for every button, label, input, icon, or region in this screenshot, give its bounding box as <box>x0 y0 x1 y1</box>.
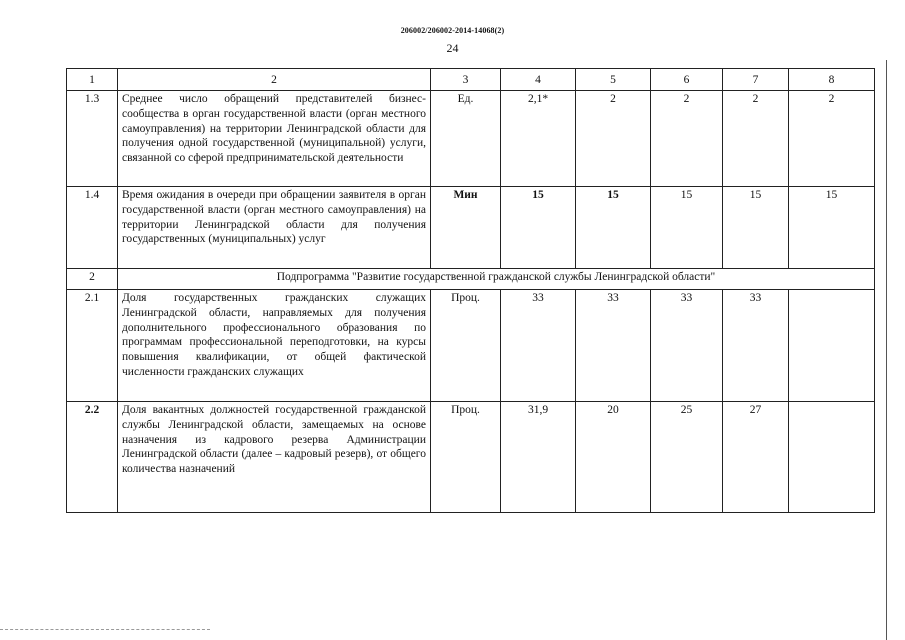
row-unit: Проц. <box>431 290 501 402</box>
column-number: 4 <box>501 69 576 91</box>
row-value: 15 <box>501 187 576 269</box>
row-value: 15 <box>576 187 651 269</box>
row-value: 15 <box>651 187 723 269</box>
row-value: 20 <box>576 402 651 513</box>
indicators-table <box>66 68 875 513</box>
scan-edge-line <box>886 60 887 640</box>
row-description: Доля вакантных должностей государственной гражданской службы Ленинградской области, замещаемых на основе назначения из кадрового резерва Администрации Ленинградской области (далее – кадровый резерв), от общего количества назначений <box>118 402 431 513</box>
row-value <box>789 402 875 513</box>
row-value: 25 <box>651 402 723 513</box>
page-number: 24 <box>446 41 459 55</box>
row-value: 2 <box>789 91 875 187</box>
row-unit: Ед. <box>431 91 501 187</box>
table-row <box>67 187 875 269</box>
row-value: 15 <box>789 187 875 269</box>
column-number: 7 <box>723 69 789 91</box>
column-number: 6 <box>651 69 723 91</box>
subprogram-row <box>67 269 875 290</box>
column-number: 8 <box>789 69 875 91</box>
subprogram-title: Подпрограмма "Развитие государственной гражданской службы Ленинградской области" <box>118 269 875 290</box>
row-value: 33 <box>651 290 723 402</box>
row-value: 2,1* <box>501 91 576 187</box>
row-unit: Проц. <box>431 402 501 513</box>
column-number: 1 <box>67 69 118 91</box>
row-value: 33 <box>576 290 651 402</box>
row-unit: Мин <box>431 187 501 269</box>
row-number: 2 <box>67 269 118 290</box>
table-row <box>67 290 875 402</box>
row-number: 2.2 <box>67 402 118 513</box>
row-value: 2 <box>576 91 651 187</box>
row-value <box>789 290 875 402</box>
column-number: 3 <box>431 69 501 91</box>
row-value: 2 <box>651 91 723 187</box>
table-row <box>67 91 875 187</box>
row-number: 1.4 <box>67 187 118 269</box>
column-number-row <box>67 69 875 91</box>
document-id: 206002/206002-2014-14068(2) <box>400 26 505 35</box>
row-value: 2 <box>723 91 789 187</box>
row-value: 33 <box>501 290 576 402</box>
scan-artifact-dash <box>0 629 210 631</box>
row-number: 1.3 <box>67 91 118 187</box>
row-number: 2.1 <box>67 290 118 402</box>
table-row <box>67 402 875 513</box>
row-value: 31,9 <box>501 402 576 513</box>
row-value: 33 <box>723 290 789 402</box>
column-number: 5 <box>576 69 651 91</box>
row-description: Время ожидания в очереди при обращении заявителя в орган государственной власти (орган местного самоуправления) на территории Ленинградской области для получения государственных (муниципальных) услуг <box>118 187 431 269</box>
row-value: 27 <box>723 402 789 513</box>
row-description: Среднее число обращений представителей бизнес-сообщества в орган государственной власти (орган местного самоуправления) на территории Ленинградской области для получения одной государственной (муниципальной) услуги, связанной со сферой предпринимательской деятельности <box>118 91 431 187</box>
row-description: Доля государственных гражданских служащих Ленинградской области, направляемых для получения дополнительного профессионального образования по программам профессиональной переподготовки, на курсы повышения квалификации, от общей фактической численности гражданских служащих <box>118 290 431 402</box>
column-number: 2 <box>118 69 431 91</box>
row-value: 15 <box>723 187 789 269</box>
